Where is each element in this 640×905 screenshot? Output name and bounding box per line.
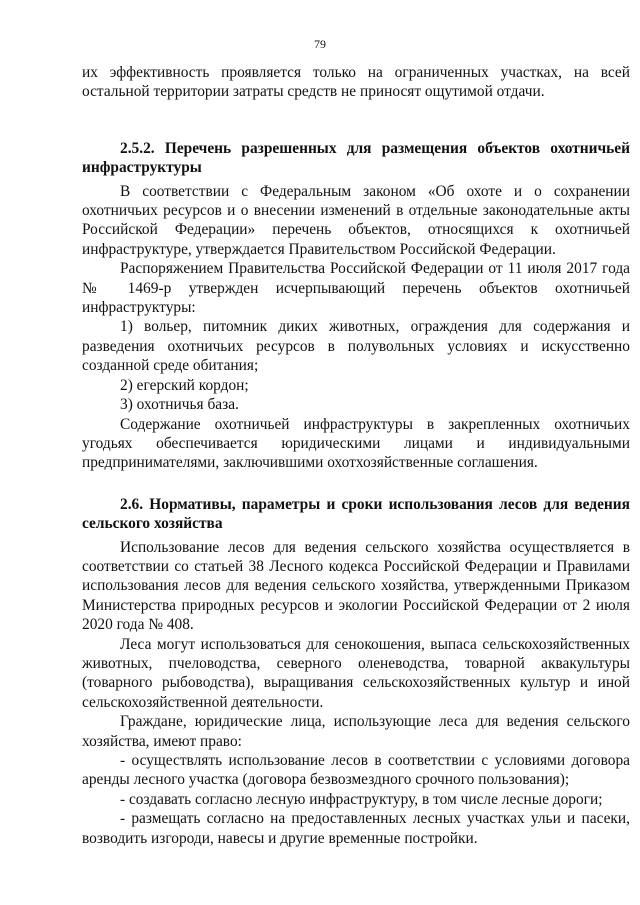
section-heading-2-5-2: 2.5.2. Перечень разрешенных для размещения объектов охотничьей инфраструктуры (82, 139, 630, 177)
paragraph: Леса могут использоваться для сенокошения, выпаса сельскохозяйственных животных, пчеловодства, северного оленеводства, товарной аквакультуры (товарного рыбоводства), выращивания сельскохозяйственных культур и иной сельскохозяйственной деятельности. (82, 635, 630, 711)
paragraph: Распоряжением Правительства Российской Федерации от 11 июля 2017 года № 1469-р утвержден исчерпывающий перечень объектов охотничьей инфраструктуры: (82, 260, 630, 317)
list-item: 3) охотничья база. (120, 396, 239, 414)
paragraph: Содержание охотничьей инфраструктуры в закрепленных охотничьих угодьях обеспечивается юридическими лицами и индивидуальными предпринимателями, заключившими охотхозяйственные соглашения. (82, 415, 630, 472)
section-heading-2-6: 2.6. Нормативы, параметры и сроки использования лесов для ведения сельского хозяйства (82, 495, 630, 533)
paragraph: В соответствии с Федеральным законом «Об охоте и о сохранении охотничьих ресурсов и о внесении изменений в отдельные законодательные акты Российской Федерации» перечень объектов, относящихся к охотничьей инфраструктуре, утверждается Правительством Российской Федерации. (82, 182, 630, 258)
list-item: 1) вольер, питомник диких животных, ограждения для содержания и разведения охотничьих ресурсов в полувольных условиях и искусственно созданной среде обитания; (82, 318, 630, 375)
spacer (82, 102, 630, 139)
spacer (82, 473, 630, 495)
paragraph: Граждане, юридические лица, использующие леса для ведения сельского хозяйства, имеют право: (82, 713, 630, 750)
list-item: - создавать согласно лесную инфраструктуру, в том числе лесные дороги; (120, 790, 603, 808)
list-item: - размещать согласно на предоставленных лесных участках ульи и пасеки, возводить изгороди, навесы и другие временные постройки. (82, 810, 630, 847)
page-number: 79 (314, 37, 326, 51)
page-content (82, 63, 630, 848)
list-item: - осуществлять использование лесов в соответствии с условиями договора аренды лесного участка (договора безвозмездного срочного пользования); (82, 752, 630, 789)
paragraph-continuation: их эффективность проявляется только на ограниченных участках, на всей остальной территории затраты средств не приносят ощутимой отдачи. (82, 64, 630, 101)
list-item: 2) егерский кордон; (120, 376, 249, 394)
paragraph: Использование лесов для ведения сельского хозяйства осуществляется в соответствии со статьей 38 Лесного кодекса Российской Федерации и Правилами использования лесов для ведения сельского хозяйства, утвержденными Приказом Министерства природных ресурсов и экологии Российской Федерации от 2 июля 2020 года № 408. (82, 538, 630, 634)
